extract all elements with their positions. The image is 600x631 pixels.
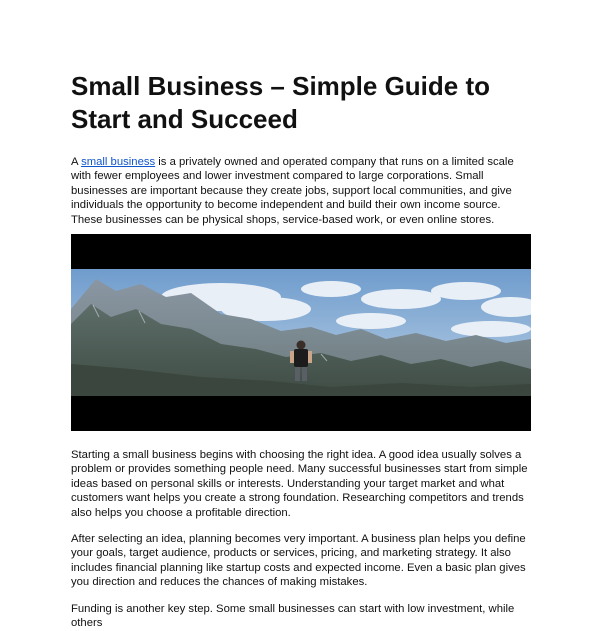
small-business-link[interactable]: small business (81, 156, 156, 168)
body-paragraph: Funding is another key step. Some small businesses can start with low investment, while others (71, 602, 515, 630)
mountain-photo (71, 234, 531, 431)
mountain-landscape-image (71, 269, 531, 396)
document-page (71, 70, 531, 631)
intro-text: is a privately owned and operated company that runs on a limited scale with fewer employees and lower investment compared to large corporations. Small businesses are important because they create jobs, support local communities, and give individuals the opportunity to become independent and build their own income source. These businesses can be physical shops, service-based work, or even online stores. (71, 156, 514, 226)
intro-paragraph (71, 155, 531, 227)
intro-prefix: A (71, 156, 82, 168)
body-paragraph: Starting a small business begins with choosing the right idea. A good idea usually solves a problem or provides something people need. Many successful businesses start from simple ideas based on personal skills or interests. Understanding your target market and what customers want helps you create a strong foundation. Researching competitors and trends also helps you choose a profitable direction. (71, 449, 528, 519)
page-title: Small Business – Simple Guide to Start and Succeed (71, 71, 491, 134)
body-paragraph: After selecting an idea, planning becomes very important. A business plan helps you define your goals, target audience, products or services, pricing, and marketing strategy. It also includes financial planning like startup costs and expected income. Even a basic plan gives you direction and reduces the chances of making mistakes. (71, 533, 526, 589)
